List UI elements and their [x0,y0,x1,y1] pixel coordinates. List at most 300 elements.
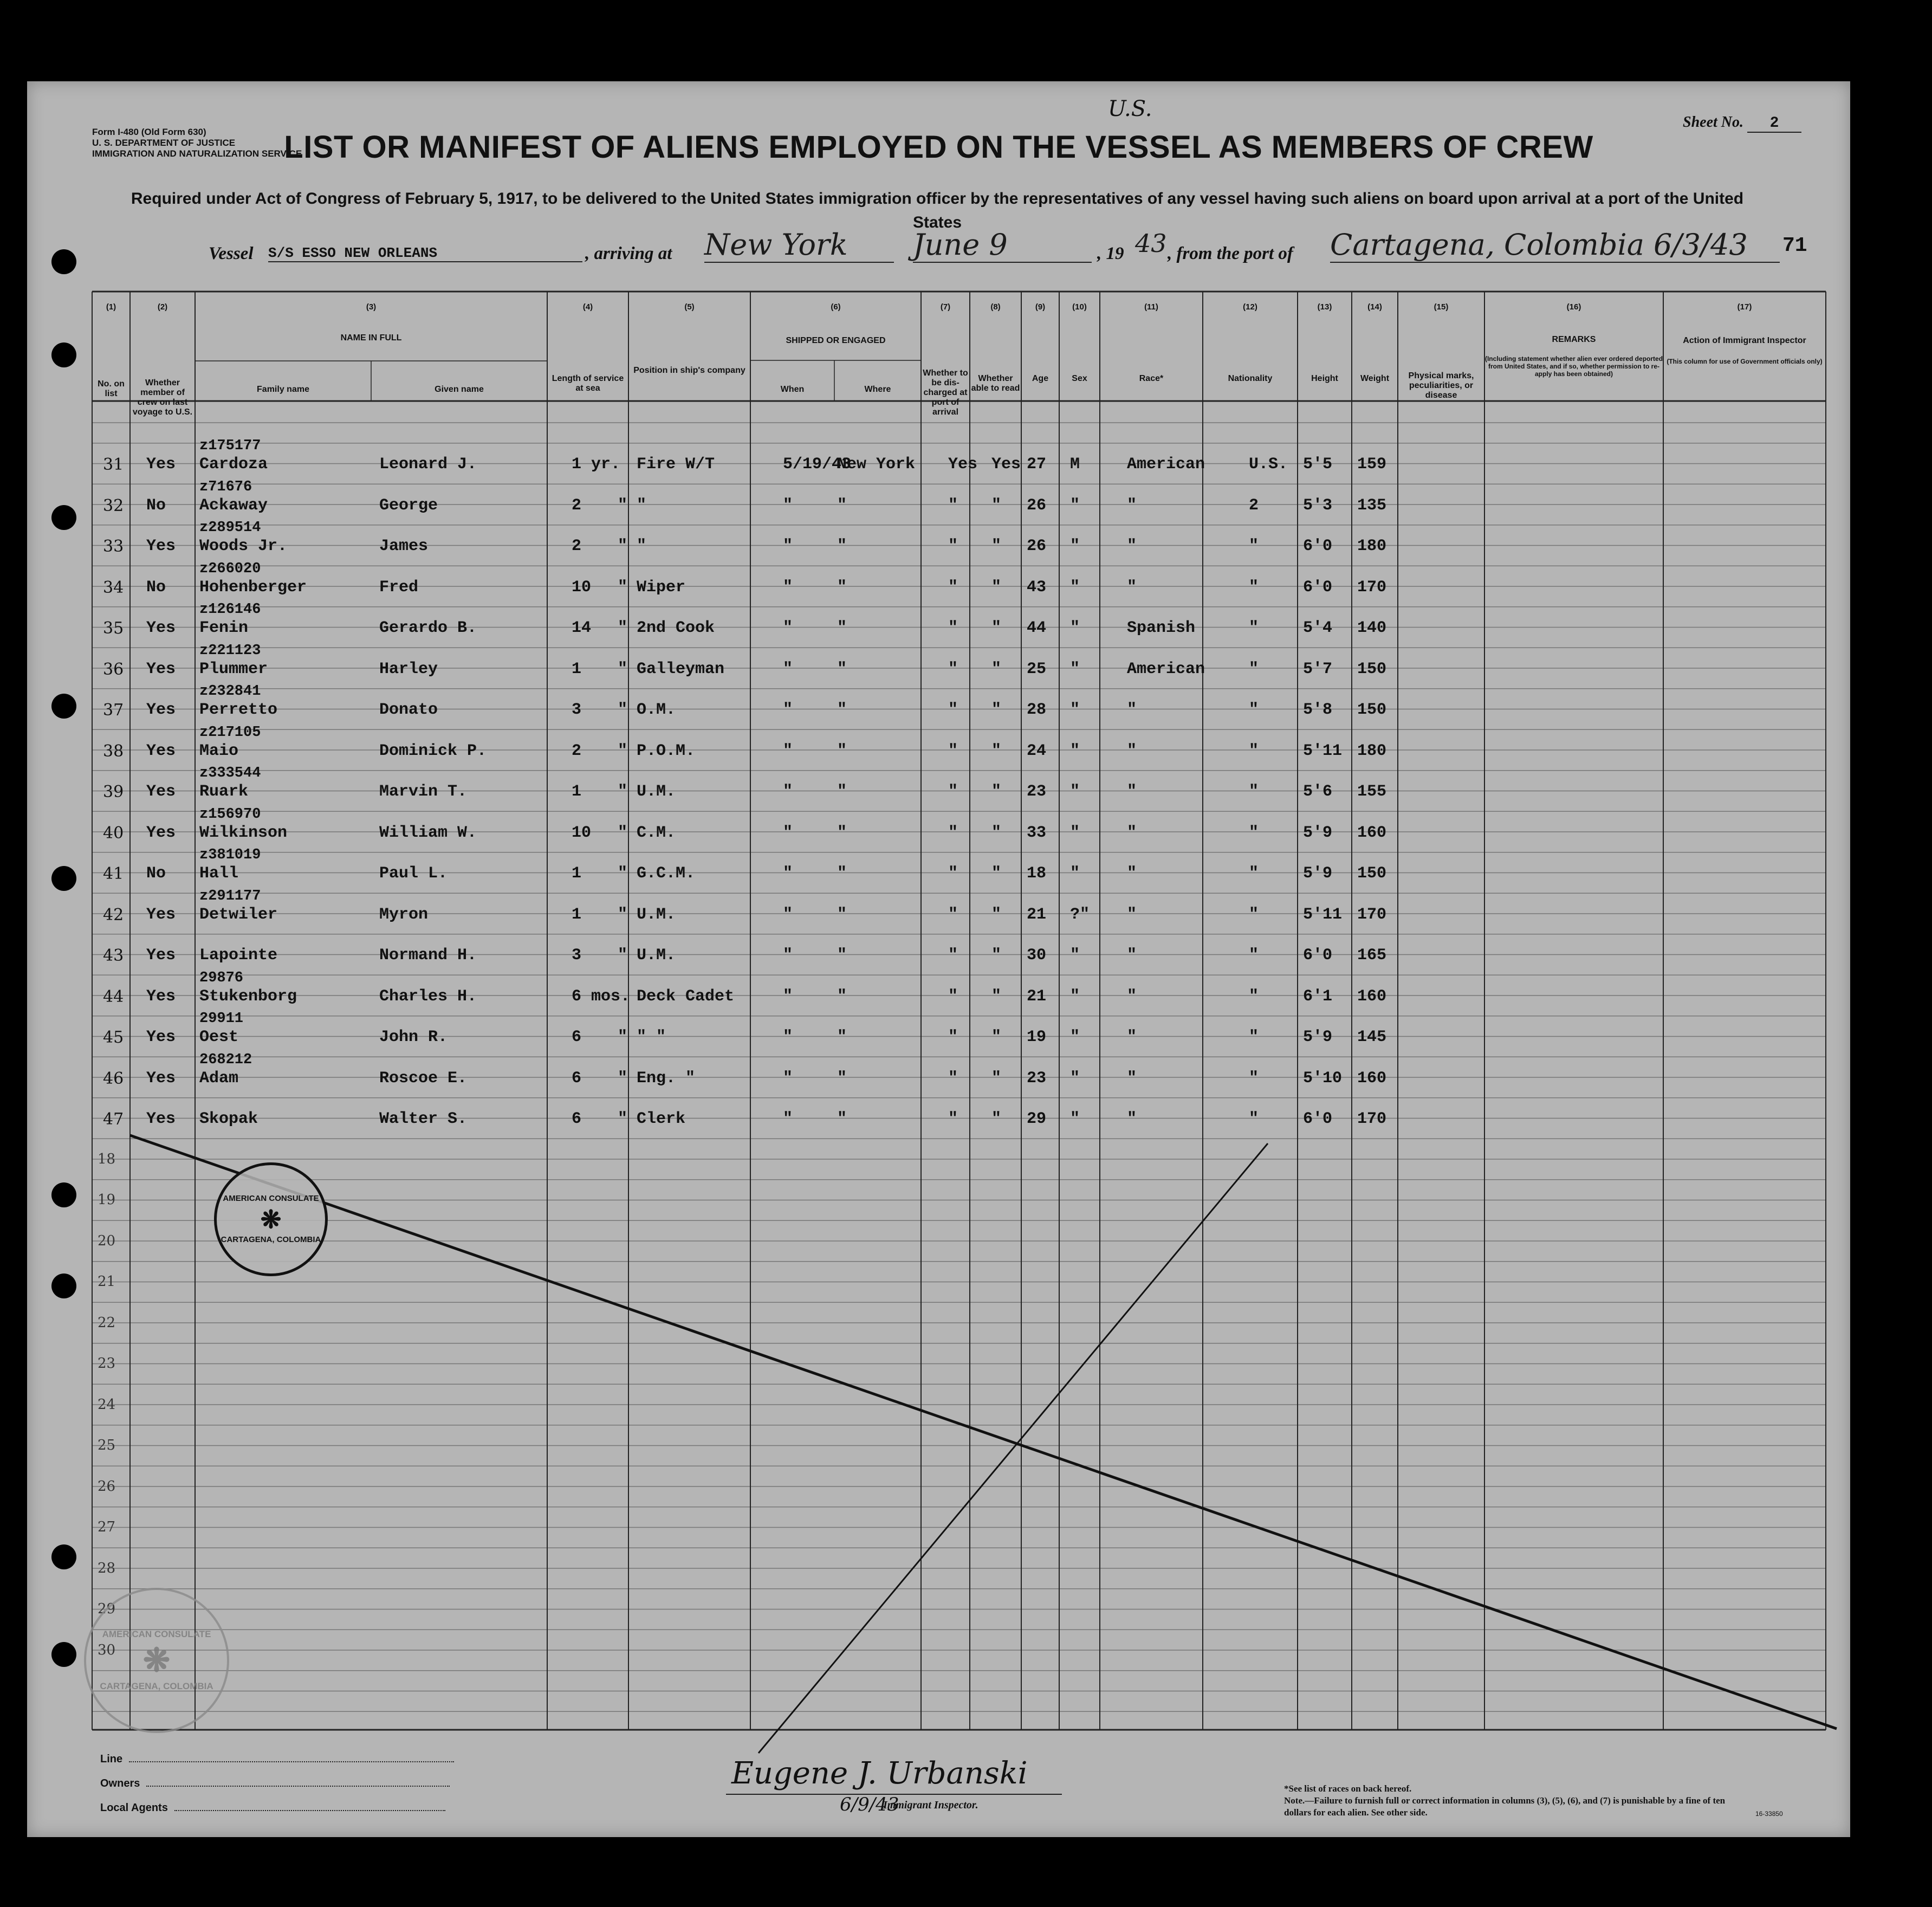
cell-position: C.M. [637,823,676,842]
cell-weight: 155 [1357,783,1387,801]
form-number: Form I-480 (Old Form 630) [92,127,206,137]
cell-given: Harley [379,660,438,678]
cell-height: 5'9 [1303,823,1333,842]
cell-nationality: " [1249,864,1259,883]
cell-weight: 165 [1357,946,1387,965]
cell-read: " [991,660,1002,678]
cell-when: " [783,537,793,555]
cell-when: " [783,496,793,515]
column-number: (16) [1566,302,1581,312]
cell-age: 25 [1027,660,1047,678]
cell-race: " [1127,987,1137,1006]
cell-when: " [783,783,793,801]
cell-weight: 160 [1357,1069,1387,1088]
cell-read: " [991,823,1002,842]
cell-race: " [1127,578,1137,597]
column-number: (12) [1243,302,1257,312]
cell-service: 6 [572,1110,582,1128]
certificate-number: z381019 [199,847,261,863]
cell-discharged: Yes [948,455,978,474]
column-header: Nationality [1228,374,1273,383]
agency-name: U. S. DEPARTMENT OF JUSTICE [92,138,236,148]
cell-discharged: " [948,660,958,678]
cell-age: 21 [1027,905,1047,924]
cell-discharged: " [948,1028,958,1046]
cell-nationality: " [1249,578,1259,597]
cell-nationality: 2 [1249,496,1259,515]
cell-where: " [837,823,847,842]
column-number: (6) [831,302,841,312]
footnotes [1284,1783,1728,1819]
cell-service-ditto: " [618,905,628,924]
cell-discharged: " [948,905,958,924]
cell-age: 21 [1027,987,1047,1006]
cell-where: " [837,1028,847,1046]
cell-last-voyage: Yes [146,1110,176,1128]
cell-race: " [1127,1069,1137,1088]
cell-service: 2 [572,496,582,515]
column-header: Whether to be dis-charged at port of arrival [923,369,968,417]
arriving-label: , arriving at [585,244,672,263]
cell-position: O.M. [637,701,676,719]
cell-read: " [991,537,1002,555]
blank-row-number: 18 [98,1150,116,1167]
blank-row-number: 30 [98,1641,116,1658]
certificate-number: 29911 [199,1011,244,1027]
cell-service-ditto: " [618,1028,628,1046]
cell-sex: " [1070,987,1080,1006]
cell-sex: " [1070,1110,1080,1128]
cell-where: " [837,1110,847,1128]
certificate-number: z221123 [199,642,261,659]
agents-blank [174,1810,445,1811]
column-header: Race* [1139,374,1164,383]
cell-where: " [837,578,847,597]
cell-service: 6 [572,1028,582,1046]
cell-read: " [991,783,1002,801]
cell-no: 36 [103,660,124,679]
column-number: (9) [1035,302,1046,312]
cell-position: U.M. [637,783,676,801]
cell-family: Plummer [199,660,268,678]
cell-when: " [783,946,793,965]
cell-where: " [837,783,847,801]
eagle-icon: ❋ [260,1205,282,1233]
arrival-year: 43 [1135,229,1167,258]
certificate-number: 29876 [199,969,244,986]
cell-age: 23 [1027,783,1047,801]
cell-age: 28 [1027,701,1047,719]
blank-row-number: 23 [98,1355,116,1372]
cell-service: 6 [572,1069,582,1088]
inspector-note: (This column for use of Government officials only) [1667,358,1823,365]
vessel-name: S/S ESSO NEW ORLEANS [268,245,582,262]
cell-last-voyage: Yes [146,823,176,842]
cell-family: Oest [199,1028,239,1046]
sheet-number: 2 [1747,115,1801,133]
cell-discharged: " [948,946,958,965]
cell-height: 6'0 [1303,1110,1333,1128]
cell-read: " [991,578,1002,597]
signature-date: 6/9/43 [840,1794,899,1815]
cell-given: Normand H. [379,946,477,965]
cell-age: 29 [1027,1110,1047,1128]
cell-service: 10 [572,578,592,597]
certificate-number: z217105 [199,724,261,741]
cell-where: " [837,741,847,760]
cell-race: American [1127,455,1205,474]
cell-service-ditto: " [618,864,628,883]
cell-age: 44 [1027,619,1047,637]
cell-read: " [991,496,1002,515]
cell-given: Dominick P. [379,741,487,760]
column-number: (17) [1737,302,1752,312]
cell-nationality: " [1249,1028,1259,1046]
owners-field [100,1777,450,1790]
cell-read: " [991,1110,1002,1128]
cell-where: " [837,619,847,637]
cell-height: 6'0 [1303,946,1333,965]
race-footnote: *See list of races on back hereof. [1284,1783,1412,1794]
cell-race: " [1127,864,1137,883]
cell-last-voyage: Yes [146,987,176,1006]
cell-last-voyage: Yes [146,946,176,965]
consulate-seal-embossed [84,1588,229,1733]
cell-discharged: " [948,741,958,760]
cell-nationality: " [1249,1069,1259,1088]
cell-weight: 180 [1357,741,1387,760]
cell-service: 14 [572,619,592,637]
cell-given: Fred [379,578,419,597]
cell-sex: " [1070,864,1080,883]
cell-no: 40 [103,823,124,843]
column-number: (5) [684,302,695,312]
cell-discharged: " [948,1069,958,1088]
cell-weight: 150 [1357,701,1387,719]
column-header: REMARKS [1552,335,1596,344]
column-number: (2) [157,302,168,312]
cell-read: " [991,987,1002,1006]
cell-when: " [783,1110,793,1128]
cell-weight: 180 [1357,537,1387,555]
cell-when: " [783,864,793,883]
document-title: LIST OR MANIFEST OF ALIENS EMPLOYED ON THE VESSEL AS MEMBERS OF CREW [284,130,1593,165]
column-header: Sex [1072,374,1087,383]
cell-read: " [991,864,1002,883]
cell-age: 24 [1027,741,1047,760]
cell-age: 26 [1027,496,1047,515]
cell-height: 5'7 [1303,660,1333,678]
cell-service-ditto: " [618,619,628,637]
cell-height: 5'6 [1303,783,1333,801]
cell-no: 46 [103,1069,124,1088]
cell-nationality: " [1249,783,1259,801]
cell-no: 45 [103,1028,124,1047]
cell-no: 32 [103,496,124,515]
cell-race: " [1127,496,1137,515]
cell-no: 38 [103,741,124,761]
cell-discharged: " [948,1110,958,1128]
cell-service-ditto: " [618,660,628,678]
cell-sex: " [1070,783,1080,801]
blank-row-number: 25 [98,1437,116,1453]
cell-race: " [1127,946,1137,965]
penalty-footnote: Note.—Failure to furnish full or correct information in columns (3), (5), (6), and (7) is punishable by a fine of ten dollars for each alien. See other side. [1284,1795,1726,1818]
line-field [100,1753,454,1766]
cell-given: George [379,496,438,515]
column-header: Position in ship's company [633,366,745,375]
cell-height: 5'11 [1303,741,1343,760]
cell-sex: " [1070,537,1080,555]
cell-family: Hall [199,864,239,883]
cell-race: Spanish [1127,619,1196,637]
cell-race: " [1127,1110,1137,1128]
cell-last-voyage: No [146,578,166,597]
cell-height: 6'0 [1303,537,1333,555]
cell-given: Leonard J. [379,455,477,474]
cell-nationality: " [1249,1110,1259,1128]
blank-row-number: 24 [98,1396,116,1413]
vessel-label: Vessel [209,244,254,263]
cell-when: 5/19/43 [783,455,852,474]
certificate-number: z156970 [199,806,261,823]
cell-last-voyage: Yes [146,1028,176,1046]
cell-sex: ?" [1070,905,1090,924]
agency-subname: IMMIGRATION AND NATURALIZATION SERVICE [92,148,302,159]
line-label: Line [100,1753,123,1765]
column-number: (7) [940,302,951,312]
cell-height: 5'9 [1303,1028,1333,1046]
cell-service: 1 [572,660,582,678]
certificate-number: z71676 [199,479,252,495]
cell-last-voyage: No [146,496,166,515]
cell-position: Wiper [637,578,686,597]
cell-height: 5'10 [1303,1069,1343,1088]
column-number: (13) [1317,302,1332,312]
cell-race: " [1127,537,1137,555]
cell-given: Walter S. [379,1110,468,1128]
cell-no: 43 [103,946,124,965]
column-header: NAME IN FULL [340,333,402,342]
cell-nationality: " [1249,823,1259,842]
column-header: Age [1032,374,1049,383]
cell-nationality: " [1249,619,1259,637]
cell-no: 41 [103,864,124,883]
cell-service: 2 [572,741,582,760]
cell-position: Galleyman [637,660,725,678]
cell-read: " [991,619,1002,637]
cell-read: " [991,701,1002,719]
cell-sex: " [1070,946,1080,965]
cross-out-marks [27,81,1850,1837]
cell-discharged: " [948,701,958,719]
eagle-icon: ❋ [142,1642,171,1678]
handwritten-us-note: U.S. [1108,96,1152,121]
certificate-number: z232841 [199,683,261,700]
cell-age: 43 [1027,578,1047,597]
cell-service: 6 mos. [572,987,631,1006]
cell-race: " [1127,701,1137,719]
cell-race: " [1127,1028,1137,1046]
cell-family: Fenin [199,619,249,637]
column-number: (14) [1367,302,1382,312]
year-prefix: , 19 [1097,244,1124,263]
cell-when: " [783,823,793,842]
certificate-number: z291177 [199,888,261,904]
cell-weight: 170 [1357,1110,1387,1128]
cell-when: " [783,987,793,1006]
stamped-number: 71 [1782,234,1807,257]
cell-last-voyage: Yes [146,741,176,760]
cell-height: 6'0 [1303,578,1333,597]
cell-nationality: " [1249,946,1259,965]
inspector-signature: Eugene J. Urbanski [731,1756,1028,1791]
cell-weight: 135 [1357,496,1387,515]
cell-service: 2 [572,537,582,555]
cell-where: " [837,864,847,883]
cell-discharged: " [948,619,958,637]
cell-where: " [837,701,847,719]
cell-service-ditto: " [618,741,628,760]
cell-weight: 150 [1357,660,1387,678]
cell-service-ditto: " [618,1110,628,1128]
cell-service: 10 [572,823,592,842]
embossed-seal-text-bottom: CARTAGENA, COLOMBIA [100,1681,213,1691]
cell-discharged: " [948,537,958,555]
cell-service-ditto: " [618,1069,628,1088]
cell-discharged: " [948,496,958,515]
cell-sex: " [1070,1028,1080,1046]
blank-row-number: 22 [98,1314,116,1331]
cell-no: 44 [103,987,124,1006]
cell-where: " [837,987,847,1006]
signature-caption: Immigrant Inspector. [883,1799,978,1811]
column-number: (1) [106,302,116,312]
cell-service: 1 [572,905,582,924]
sheet-label: Sheet No. [1683,114,1743,131]
document-subtitle: Required under Act of Congress of February 5, 1917, to be delivered to the United States immigration officer by the representatives of any vessel having such aliens on board upon arrival at a port of the United States [131,190,1744,231]
cell-nationality: " [1249,905,1259,924]
cell-position: " [637,496,647,515]
cell-discharged: " [948,578,958,597]
cell-weight: 170 [1357,905,1387,924]
cell-sex: " [1070,496,1080,515]
cell-where: " [837,660,847,678]
cell-given: James [379,537,429,555]
certificate-number: z289514 [199,520,261,536]
cell-last-voyage: Yes [146,1069,176,1088]
agents-label: Local Agents [100,1802,168,1814]
when-header: When [780,385,805,394]
column-number: (10) [1072,302,1087,312]
cell-family: Skopak [199,1110,258,1128]
column-header: Length of service at sea [552,374,624,393]
cell-service: 1 [572,864,582,883]
cell-service-ditto: " [618,783,628,801]
cell-height: 5'9 [1303,864,1333,883]
cell-race: " [1127,741,1137,760]
cell-read: Yes [991,455,1021,474]
cell-when: " [783,578,793,597]
cell-where: " [837,496,847,515]
cell-position: G.C.M. [637,864,696,883]
departure-port: Cartagena, Colombia 6/3/43 [1330,228,1780,263]
cell-read: " [991,946,1002,965]
cell-last-voyage: No [146,864,166,883]
blank-row-number: 21 [98,1274,116,1290]
cell-no: 31 [103,455,124,474]
column-number: (11) [1144,302,1158,312]
cell-weight: 150 [1357,864,1387,883]
cell-no: 47 [103,1110,124,1129]
cell-race: American [1127,660,1205,678]
cell-given: Myron [379,905,429,924]
seal-text-bottom: CARTAGENA, COLOMBIA [221,1235,321,1244]
cell-family: Detwiler [199,905,278,924]
certificate-number: z175177 [199,438,261,454]
cell-position: Fire W/T [637,455,715,474]
cell-race: " [1127,783,1137,801]
cell-family: Stukenborg [199,987,297,1006]
cell-service-ditto: " [618,823,628,842]
cell-height: 5'8 [1303,701,1333,719]
cell-position: P.O.M. [637,741,696,760]
cell-sex: " [1070,741,1080,760]
cell-position: Clerk [637,1110,686,1128]
certificate-number: 268212 [199,1051,252,1068]
cell-family: Maio [199,741,239,760]
owners-label: Owners [100,1777,140,1789]
cell-age: 23 [1027,1069,1047,1088]
column-number: (3) [366,302,377,312]
certificate-number: z126146 [199,602,261,618]
cell-read: " [991,1069,1002,1088]
cell-discharged: " [948,864,958,883]
cell-when: " [783,1028,793,1046]
cell-weight: 160 [1357,987,1387,1006]
cell-when: " [783,660,793,678]
cell-family: Woods Jr. [199,537,288,555]
cell-service-ditto: " [618,578,628,597]
blank-row-number: 20 [98,1232,116,1249]
cell-read: " [991,741,1002,760]
cell-nationality: " [1249,701,1259,719]
cell-age: 19 [1027,1028,1047,1046]
blank-row-number: 28 [98,1560,116,1576]
cell-family: Cardoza [199,455,268,474]
cell-sex: " [1070,660,1080,678]
blank-row-number: 29 [98,1601,116,1617]
cell-sex: " [1070,823,1080,842]
cell-service-ditto: " [618,537,628,555]
cell-age: 33 [1027,823,1047,842]
column-header: Whether member of crew on last voyage to U.S. [132,378,193,417]
column-header: No. on list [98,379,125,398]
arrival-port: New York [704,228,894,263]
cell-family: Adam [199,1069,239,1088]
cell-nationality: U.S. [1249,455,1288,474]
cell-last-voyage: Yes [146,701,176,719]
cell-service-ditto: " [618,946,628,965]
blank-row-number: 19 [98,1192,116,1208]
cell-no: 37 [103,701,124,720]
cell-where: " [837,537,847,555]
cell-no: 39 [103,783,124,801]
cell-age: 30 [1027,946,1047,965]
cell-height: 5'11 [1303,905,1343,924]
cell-last-voyage: Yes [146,455,176,474]
cell-given: William W. [379,823,477,842]
